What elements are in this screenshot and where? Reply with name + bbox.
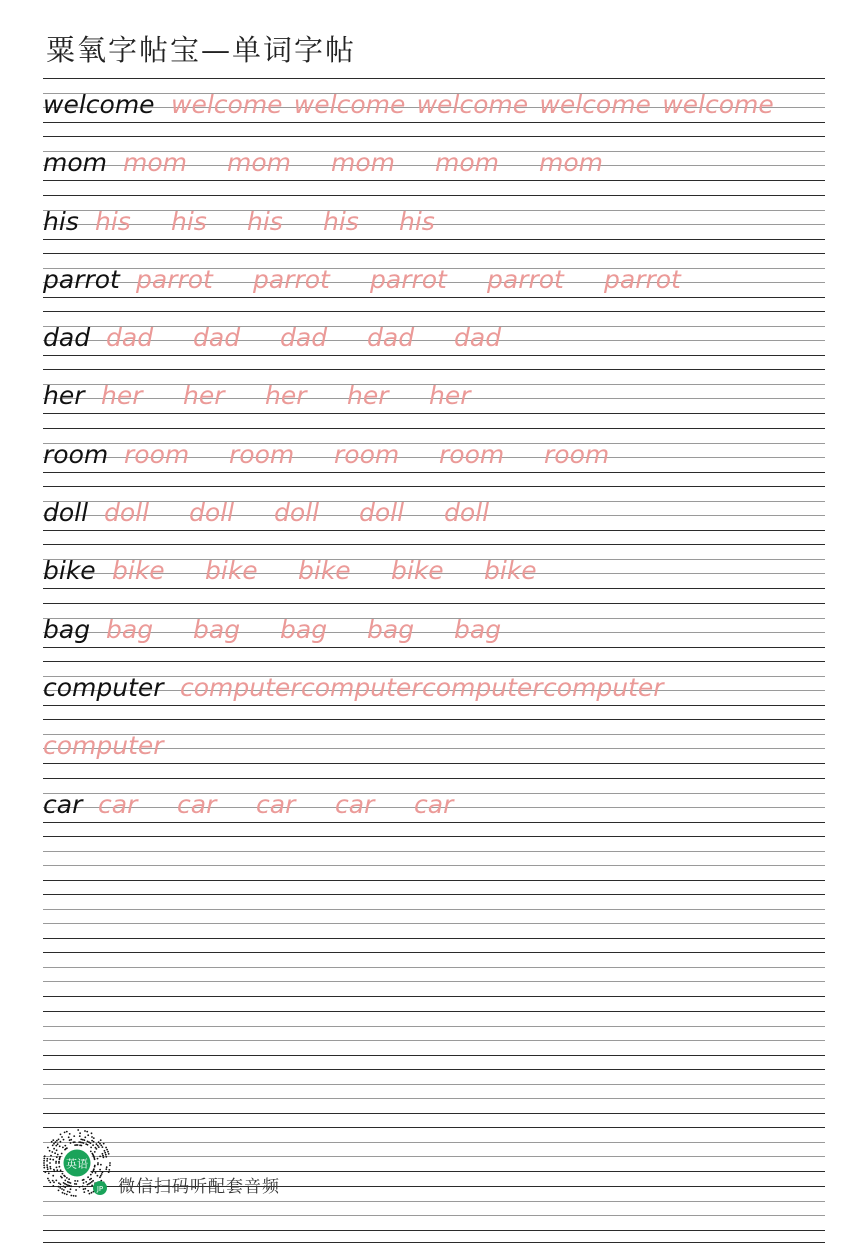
row-words [43, 313, 825, 355]
writing-row [43, 834, 825, 892]
writing-row [43, 950, 825, 1008]
guide-line [43, 413, 825, 414]
trace-word: bag [280, 614, 328, 644]
row-words [43, 371, 825, 413]
guide-line [43, 894, 825, 895]
writing-row [43, 367, 825, 425]
trace-word: parrot [253, 264, 330, 294]
guide-line [43, 603, 825, 604]
guide-line [43, 530, 825, 531]
guide-line [43, 239, 825, 240]
writing-row [43, 659, 825, 717]
model-word: computer [43, 672, 164, 702]
trace-word: welcome [416, 90, 529, 119]
guide-line [43, 719, 825, 720]
trace-word: welcome [293, 90, 406, 119]
trace-word: car [98, 789, 138, 819]
guide-line [43, 136, 825, 137]
trace-word: computer [180, 672, 301, 702]
guide-line [43, 355, 825, 356]
model-word: dad [43, 323, 91, 353]
guide-line [43, 822, 825, 823]
trace-word: room [124, 439, 190, 469]
writing-row [43, 134, 825, 192]
guide-line [43, 588, 825, 589]
guide-line [43, 122, 825, 123]
model-word: car [43, 789, 83, 819]
trace-word: dad [106, 323, 154, 353]
trace-word: room [229, 439, 295, 469]
trace-word: computer [543, 672, 664, 702]
guide-line [43, 1069, 825, 1070]
guide-line [43, 705, 825, 706]
guide-line [43, 938, 825, 939]
writing-row [43, 1009, 825, 1067]
model-word: parrot [43, 264, 120, 294]
trace-word: doll [189, 498, 235, 528]
row-words [43, 896, 825, 938]
model-word: mom [43, 148, 108, 178]
writing-row [43, 601, 825, 659]
page-title: 粟氧字帖宝—单词字帖 [46, 33, 357, 67]
guide-line [43, 880, 825, 881]
qr-center-label: 英语 [66, 1157, 88, 1171]
guide-line [43, 78, 825, 79]
model-word: bike [43, 556, 96, 586]
row-words [43, 780, 825, 822]
trace-word: mom [331, 148, 396, 178]
guide-line [43, 647, 825, 648]
trace-word: bike [205, 556, 258, 586]
scan-instruction: 微信扫码听配套音频 [118, 1177, 280, 1197]
row-words [43, 954, 825, 996]
writing-row [43, 193, 825, 251]
row-words [43, 430, 825, 472]
trace-word: computer [43, 731, 164, 761]
trace-word: bag [193, 614, 241, 644]
trace-word: dad [454, 323, 502, 353]
row-words [43, 80, 825, 122]
trace-word: parrot [136, 264, 213, 294]
trace-word: doll [274, 498, 320, 528]
trace-word: dad [193, 323, 241, 353]
trace-word: bike [298, 556, 351, 586]
row-words [43, 255, 825, 297]
qr-code-icon[interactable] [40, 1126, 114, 1200]
trace-word: doll [104, 498, 150, 528]
trace-word: doll [444, 498, 490, 528]
trace-word: her [101, 381, 143, 411]
model-word: room [43, 439, 109, 469]
guide-line [43, 661, 825, 662]
trace-word: dad [280, 323, 328, 353]
trace-word: his [399, 206, 435, 236]
trace-word: car [177, 789, 217, 819]
trace-word: her [183, 381, 225, 411]
trace-word: room [544, 439, 610, 469]
trace-word: his [247, 206, 283, 236]
trace-word: computer [301, 672, 422, 702]
guide-line [43, 195, 825, 196]
trace-word: parrot [604, 264, 681, 294]
guide-line [43, 1230, 825, 1231]
model-word: doll [43, 498, 89, 528]
trace-word: her [429, 381, 471, 411]
row-words [43, 1071, 825, 1113]
trace-word: his [95, 206, 131, 236]
guide-line [43, 297, 825, 298]
writing-row [43, 484, 825, 542]
trace-word: mom [435, 148, 500, 178]
trace-word: bag [367, 614, 415, 644]
row-words [43, 197, 825, 239]
trace-word: room [439, 439, 505, 469]
row-words [43, 663, 825, 705]
row-words [43, 488, 825, 530]
guide-line [43, 369, 825, 370]
guide-line [43, 952, 825, 953]
guide-line [43, 1055, 825, 1056]
trace-word: bike [112, 556, 165, 586]
writing-row [43, 76, 825, 134]
trace-word: welcome [662, 90, 774, 119]
trace-word: car [335, 789, 375, 819]
trace-word: mom [123, 148, 188, 178]
guide-line [43, 1113, 825, 1114]
trace-word: dad [367, 323, 415, 353]
guide-line [43, 544, 825, 545]
trace-word: welcome [539, 90, 651, 119]
trace-word: mom [227, 148, 292, 178]
guide-line [43, 472, 825, 473]
writing-row [43, 1067, 825, 1125]
trace-word: his [171, 206, 207, 236]
guide-line [43, 763, 825, 764]
writing-row [43, 426, 825, 484]
guide-line [43, 311, 825, 312]
trace-word: her [347, 381, 389, 411]
writing-row [43, 776, 825, 834]
model-word: her [43, 381, 85, 411]
row-words [43, 605, 825, 647]
trace-word: parrot [487, 264, 564, 294]
row-words [43, 138, 825, 180]
writing-row [43, 309, 825, 367]
guide-line [43, 1011, 825, 1012]
model-word: bag [43, 614, 91, 644]
guide-line [43, 996, 825, 997]
writing-row [43, 892, 825, 950]
trace-word: bag [454, 614, 502, 644]
writing-row [43, 542, 825, 600]
trace-word: car [256, 789, 296, 819]
practice-sheet [43, 76, 825, 1243]
trace-word: car [414, 789, 454, 819]
writing-row [43, 717, 825, 775]
guide-line [43, 180, 825, 181]
trace-word: bike [484, 556, 537, 586]
trace-word: doll [359, 498, 405, 528]
trace-word: his [323, 206, 359, 236]
trace-word: computer [422, 672, 543, 702]
qr-badge-label: JP [96, 1185, 104, 1193]
guide-line [43, 486, 825, 487]
trace-word: parrot [370, 264, 447, 294]
row-words [43, 721, 825, 763]
row-words [43, 838, 825, 880]
trace-word: welcome [171, 90, 283, 119]
trace-word: mom [539, 148, 604, 178]
model-word: welcome [43, 90, 155, 119]
guide-line [43, 253, 825, 254]
model-word: his [43, 206, 79, 236]
guide-line [43, 836, 825, 837]
guide-line [43, 778, 825, 779]
trace-word: bag [106, 614, 154, 644]
guide-line [43, 428, 825, 429]
trace-word: her [265, 381, 307, 411]
writing-row [43, 251, 825, 309]
row-words [43, 1013, 825, 1055]
row-words [43, 546, 825, 588]
footer [40, 1124, 440, 1204]
trace-word: bike [391, 556, 444, 586]
trace-word: room [334, 439, 400, 469]
